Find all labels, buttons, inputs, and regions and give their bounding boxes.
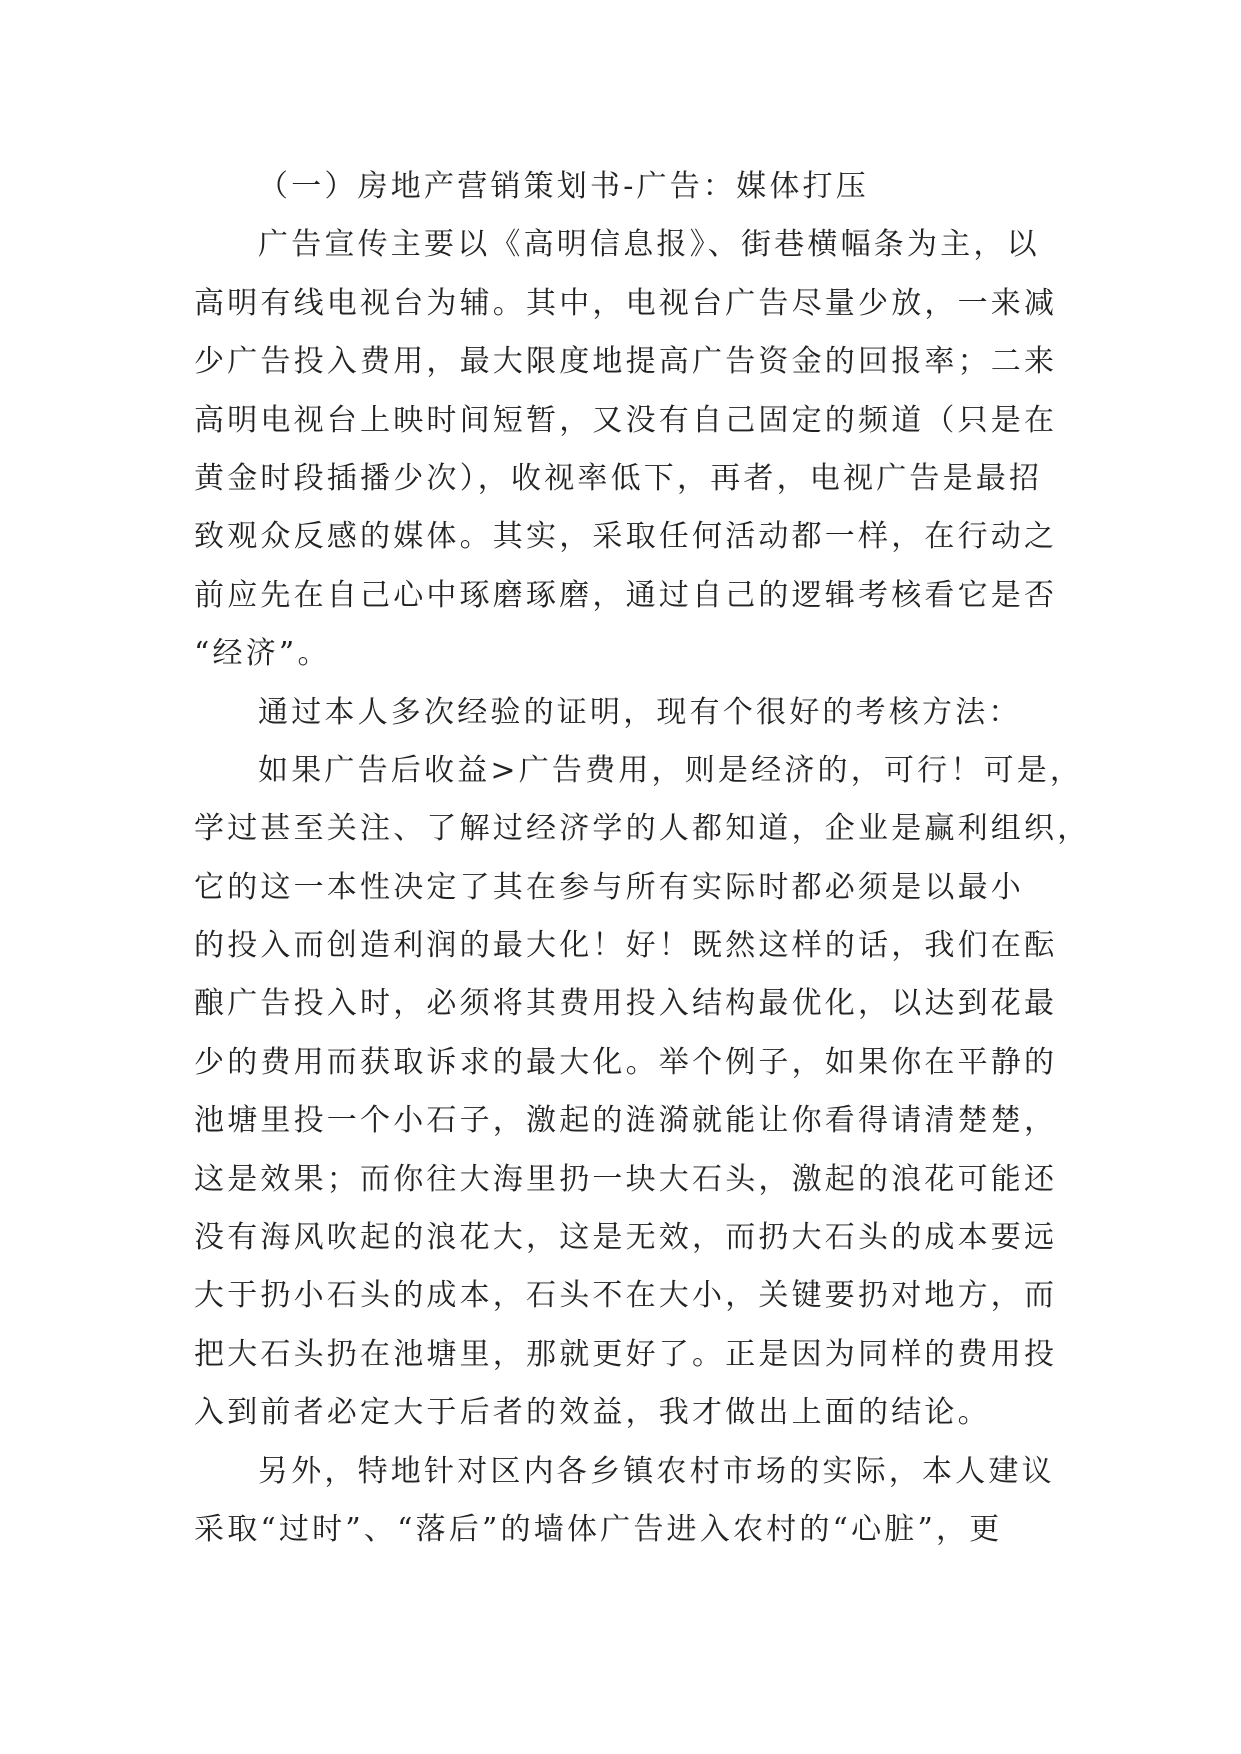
paragraph-line: 没有海风吹起的浪花大，这是无效，而扔大石头的成本要远	[194, 1220, 1058, 1256]
paragraph-line: 黄金时段插播少次），收视率低下，再者，电视广告是最招	[194, 460, 1043, 496]
paragraph-line: 的投入而创造利润的最大化！好！既然这样的话，我们在酝	[194, 928, 1058, 964]
paragraph-line: 通过本人多次经验的证明，现有个很好的考核方法：	[258, 694, 1022, 730]
paragraph-rural-advertising	[194, 1443, 1054, 1560]
document-body	[194, 158, 1091, 1559]
paragraph-line: 它的这一本性决定了其在参与所有实际时都必须是以最小	[194, 869, 1024, 905]
paragraph-line: 池塘里投一个小石子，激起的涟漪就能让你看得请清楚楚，	[194, 1103, 1058, 1139]
paragraph-line: “经济”。	[194, 636, 331, 672]
paragraph-line: 如果广告后收益>广告费用，则是经济的，可行！可是，	[258, 752, 1084, 788]
paragraph-line: 学过甚至关注、了解过经济学的人都知道，企业是赢利组织，	[194, 811, 1091, 847]
paragraph-line: 广告宣传主要以《高明信息报》、街巷横幅条为主，以	[258, 227, 1040, 263]
paragraph-line: 入到前者必定大于后者的效益，我才做出上面的结论。	[194, 1395, 991, 1431]
paragraph-line: 高明电视台上映时间短暂，又没有自己固定的频道（只是在	[194, 402, 1058, 438]
paragraph-assessment-method	[194, 684, 1054, 742]
paragraph-line: 少广告投入费用，最大限度地提高广告资金的回报率；二来	[194, 344, 1058, 380]
section-heading: （一）房地产营销策划书-广告：媒体打压	[258, 169, 869, 204]
paragraph-line: 前应先在自己心中琢磨琢磨，通过自己的逻辑考核看它是否	[194, 577, 1058, 613]
paragraph-line: 少的费用而获取诉求的最大化。举个例子，如果你在平静的	[194, 1044, 1058, 1080]
paragraph-line: 酿广告投入时，必须将其费用投入结构最优化，以达到花最	[194, 986, 1058, 1022]
paragraph-line: 另外，特地针对区内各乡镇农村市场的实际，本人建议	[258, 1453, 1055, 1489]
paragraph-line: 大于扔小石头的成本，石头不在大小，关键要扔对地方，而	[194, 1278, 1058, 1314]
paragraph-media-strategy	[194, 216, 1058, 683]
paragraph-line: 高明有线电视台为辅。其中，电视台广告尽量少放，一来减	[194, 285, 1058, 321]
paragraph-line: 把大石头扔在池塘里，那就更好了。正是因为同样的费用投	[194, 1336, 1058, 1372]
paragraph-economic-analysis	[194, 742, 1091, 1443]
paragraph-line: 致观众反感的媒体。其实，采取任何活动都一样，在行动之	[194, 519, 1058, 555]
paragraph-line: 采取“过时”、“落后”的墙体广告进入农村的“心脏”，更	[194, 1511, 1003, 1547]
paragraph-line: 这是效果；而你往大海里扔一块大石头，激起的浪花可能还	[194, 1161, 1058, 1197]
